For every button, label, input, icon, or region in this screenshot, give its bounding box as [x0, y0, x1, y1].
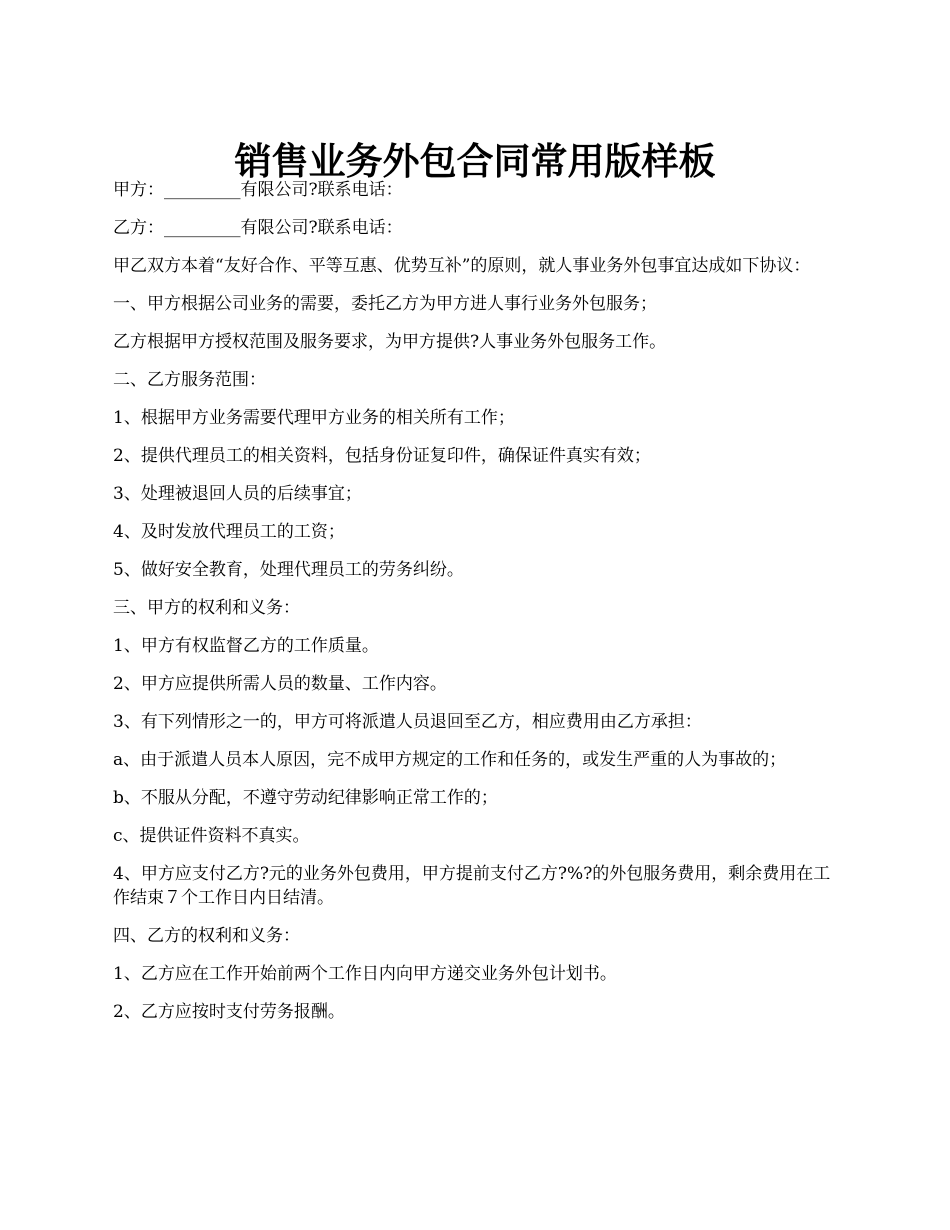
section-3-item-3: 3、有下列情形之一的，甲方可将派遣人员退回至乙方，相应费用由乙方承担： — [113, 712, 702, 732]
section-3-item-1: 1、甲方有权监督乙方的工作质量。 — [113, 636, 379, 656]
document-title: 销售业务外包合同常用版样板 — [234, 138, 716, 183]
section-2-item-5: 5、做好安全教育，处理代理员工的劳务纠纷。 — [113, 560, 464, 580]
clause-1: 一、甲方根据公司业务的需要，委托乙方为甲方进人事行业务外包服务； — [113, 294, 657, 314]
section-3-item-2: 2、甲方应提供所需人员的数量、工作内容。 — [113, 674, 447, 694]
party-b-line: 乙方：_________有限公司?联系电话： — [113, 218, 403, 238]
section-3-item-c: c、提供证件资料不真实。 — [113, 826, 310, 846]
section-2-item-4: 4、及时发放代理员工的工资； — [113, 522, 345, 542]
section-3-heading: 三、甲方的权利和义务： — [113, 598, 300, 618]
section-4-item-1: 1、乙方应在工作开始前两个工作日内向甲方递交业务外包计划书。 — [113, 964, 617, 984]
section-2-item-1: 1、根据甲方业务需要代理甲方业务的相关所有工作； — [113, 408, 515, 428]
section-2-heading: 二、乙方服务范围： — [113, 370, 266, 390]
section-4-item-2: 2、乙方应按时支付劳务报酬。 — [113, 1002, 345, 1022]
section-4-heading: 四、乙方的权利和义务： — [113, 926, 300, 946]
party-a-line: 甲方：_________有限公司?联系电话： — [113, 180, 403, 200]
section-2-item-3: 3、处理被退回人员的后续事宜； — [113, 484, 362, 504]
section-3-item-b: b、不服从分配，不遵守劳动纪律影响正常工作的； — [113, 788, 498, 808]
document-body — [113, 178, 843, 1038]
section-2-item-2: 2、提供代理员工的相关资料，包括身份证复印件，确保证件真实有效； — [113, 446, 651, 466]
section-3-item-a: a、由于派遣人员本人原因，完不成甲方规定的工作和任务的，或发生严重的人为事故的； — [113, 750, 787, 770]
section-3-item-4: 4、甲方应支付乙方?元的业务外包费用，甲方提前支付乙方?%?的外包服务费用，剩余费用在工作结束７个工作日内日结清。 — [113, 864, 831, 908]
clause-1-detail: 乙方根据甲方授权范围及服务要求，为甲方提供?人事业务外包服务工作。 — [113, 332, 667, 352]
preamble-paragraph: 甲乙双方本着“友好合作、平等互惠、优势互补”的原则，就人事业务外包事宜达成如下协议： — [113, 256, 811, 276]
